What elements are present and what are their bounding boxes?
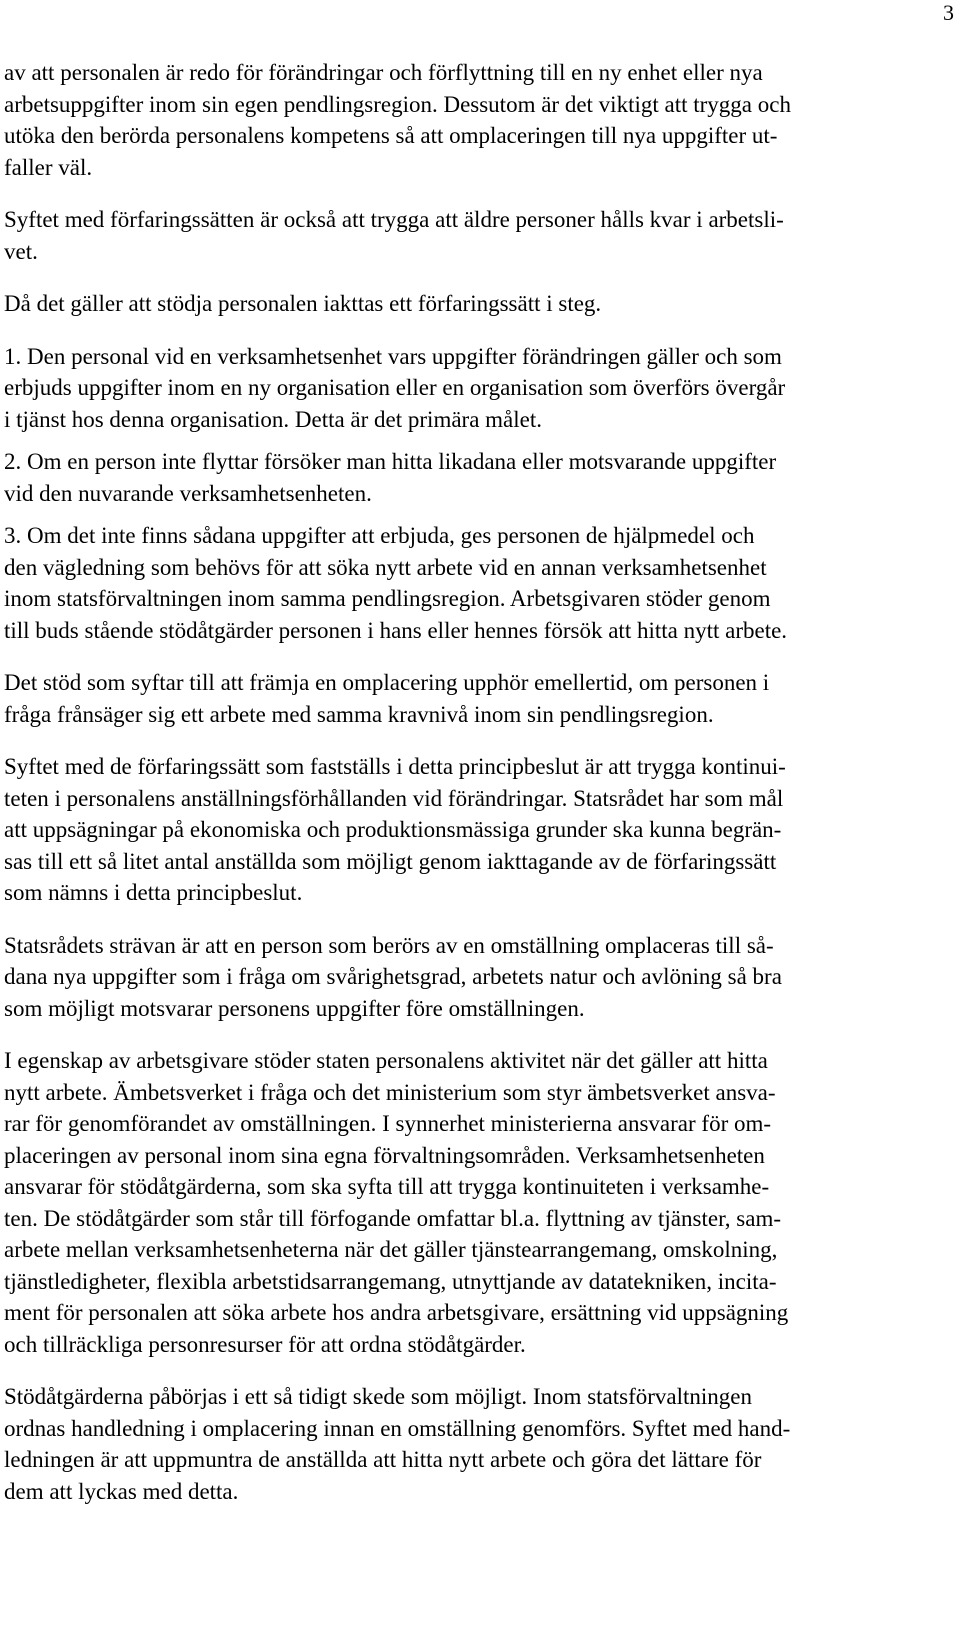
paragraph-staff-readiness: [4, 57, 944, 183]
paragraph-employer-support: [4, 1045, 944, 1360]
text-line: av att personalen är redo för förändringar och förflyttning till en ny enhet eller nya: [4, 60, 763, 85]
text-line: faller väl.: [4, 154, 93, 180]
text-line: I egenskap av arbetsgivare stöder staten personalens aktivitet när det gäller att hitta: [4, 1048, 768, 1073]
text-line: ansvarar för stödåtgärderna, som ska syfta till att trygga kontinuiteten i verksamhe-: [4, 1174, 770, 1199]
paragraph-stepwise-procedure: [4, 288, 944, 320]
text-line: fråga frånsäger sig ett arbete med samma kravnivå inom sin pendlingsregion.: [4, 701, 714, 727]
text-line: ledningen är att uppmuntra de anställda att hitta nytt arbete och göra det lättare för: [4, 1447, 762, 1472]
text-line: dana nya uppgifter som i fråga om svårighetsgrad, arbetets natur och avlöning så bra: [4, 964, 782, 989]
paragraph-early-measures: [4, 1381, 944, 1507]
paragraph-purpose: [4, 751, 944, 909]
paragraph-government-aim: [4, 930, 944, 1025]
text-line: arbetsuppgifter inom sin egen pendlingsregion. Dessutom är det viktigt att trygga och: [4, 91, 791, 117]
paragraph-step-3: [4, 520, 944, 646]
text-line: ordnas handledning i omplacering innan en omställning genomförs. Syftet med hand-: [4, 1415, 791, 1441]
text-line: att uppsägningar på ekonomiska och produktionsmässiga grunder ska kunna begrän-: [4, 817, 782, 842]
text-line: 1. Den personal vid en verksamhetsenhet vars uppgifter förändringen gäller och som: [4, 343, 782, 369]
text-line: Det stöd som syftar till att främja en omplacering upphör emellertid, om personen i: [4, 670, 770, 695]
text-line: i tjänst hos denna organisation. Detta är det primära målet.: [4, 406, 542, 432]
page-number: 3: [943, 0, 954, 25]
text-line: vet.: [4, 238, 38, 264]
text-line: 3. Om det inte finns sådana uppgifter att erbjuda, ges personen de hjälpmedel och: [4, 523, 755, 548]
paragraph-support-ends: [4, 667, 944, 730]
text-line: Syftet med de förfaringssätt som fastställs i detta principbeslut är att trygga kontinui-: [4, 754, 786, 779]
text-line: ment för personalen att söka arbete hos andra arbetsgivare, ersättning vid uppsägning: [4, 1300, 789, 1325]
text-line: Då det gäller att stödja personalen iakttas ett förfaringssätt i steg.: [4, 291, 602, 316]
text-line: rar för genomförandet av omställningen. I synnerhet ministerierna ansvarar för om-: [4, 1111, 772, 1136]
text-line: som nämns i detta principbeslut.: [4, 880, 303, 905]
body-text: [4, 57, 944, 1507]
text-line: till buds stående stödåtgärder personen i hans eller hennes försök att hitta nytt arbete.: [4, 617, 788, 643]
text-line: erbjuds uppgifter inom en ny organisation eller en organisation som överförs övergår: [4, 375, 786, 400]
text-line: utöka den berörda personalens kompetens så att omplaceringen till nya uppgifter ut-: [4, 123, 778, 148]
text-line: nytt arbete. Ämbetsverket i fråga och det ministerium som styr ämbetsverket ansva-: [4, 1079, 776, 1105]
text-line: dem att lyckas med detta.: [4, 1478, 239, 1504]
paragraph-step-1: [4, 341, 944, 436]
text-line: vid den nuvarande verksamhetsenheten.: [4, 480, 372, 506]
text-line: Statsrådets strävan är att en person som berörs av en omställning omplaceras till så-: [4, 932, 774, 958]
text-line: och tillräckliga personresurser för att ordna stödåtgärder.: [4, 1331, 526, 1357]
text-line: teten i personalens anställningsförhållanden vid förändringar. Statsrådet har som mål: [4, 785, 784, 811]
text-line: placeringen av personal inom sina egna förvaltningsområden. Verksamhetsenheten: [4, 1142, 765, 1168]
text-line: som möjligt motsvarar personens uppgifter före omställningen.: [4, 995, 585, 1021]
text-line: Stödåtgärderna påbörjas i ett så tidigt skede som möjligt. Inom statsförvaltningen: [4, 1384, 752, 1409]
text-line: arbete mellan verksamhetsenheterna när det gäller tjänstearrangemang, omskolning,: [4, 1237, 778, 1262]
text-line: 2. Om en person inte flyttar försöker man hitta likadana eller motsvarande uppgifter: [4, 449, 777, 474]
text-line: inom statsförvaltningen inom samma pendlingsregion. Arbetsgivaren stöder genom: [4, 586, 771, 611]
text-line: tjänstledigheter, flexibla arbetstidsarrangemang, utnyttjande av datatekniken, incita-: [4, 1268, 777, 1294]
text-line: Syftet med förfaringssätten är också att trygga att äldre personer hålls kvar i arbetsli-: [4, 207, 784, 232]
text-line: den vägledning som behövs för att söka nytt arbete vid en annan verksamhetsenhet: [4, 554, 767, 580]
paragraph-older-persons: [4, 204, 944, 267]
text-line: sas till ett så litet antal anställda som möjligt genom iakttagande av de förfaringssätt: [4, 848, 777, 874]
text-line: ten. De stödåtgärder som står till förfogande omfattar bl.a. flyttning av tjänster, sam-: [4, 1205, 782, 1231]
paragraph-step-2: [4, 446, 944, 509]
